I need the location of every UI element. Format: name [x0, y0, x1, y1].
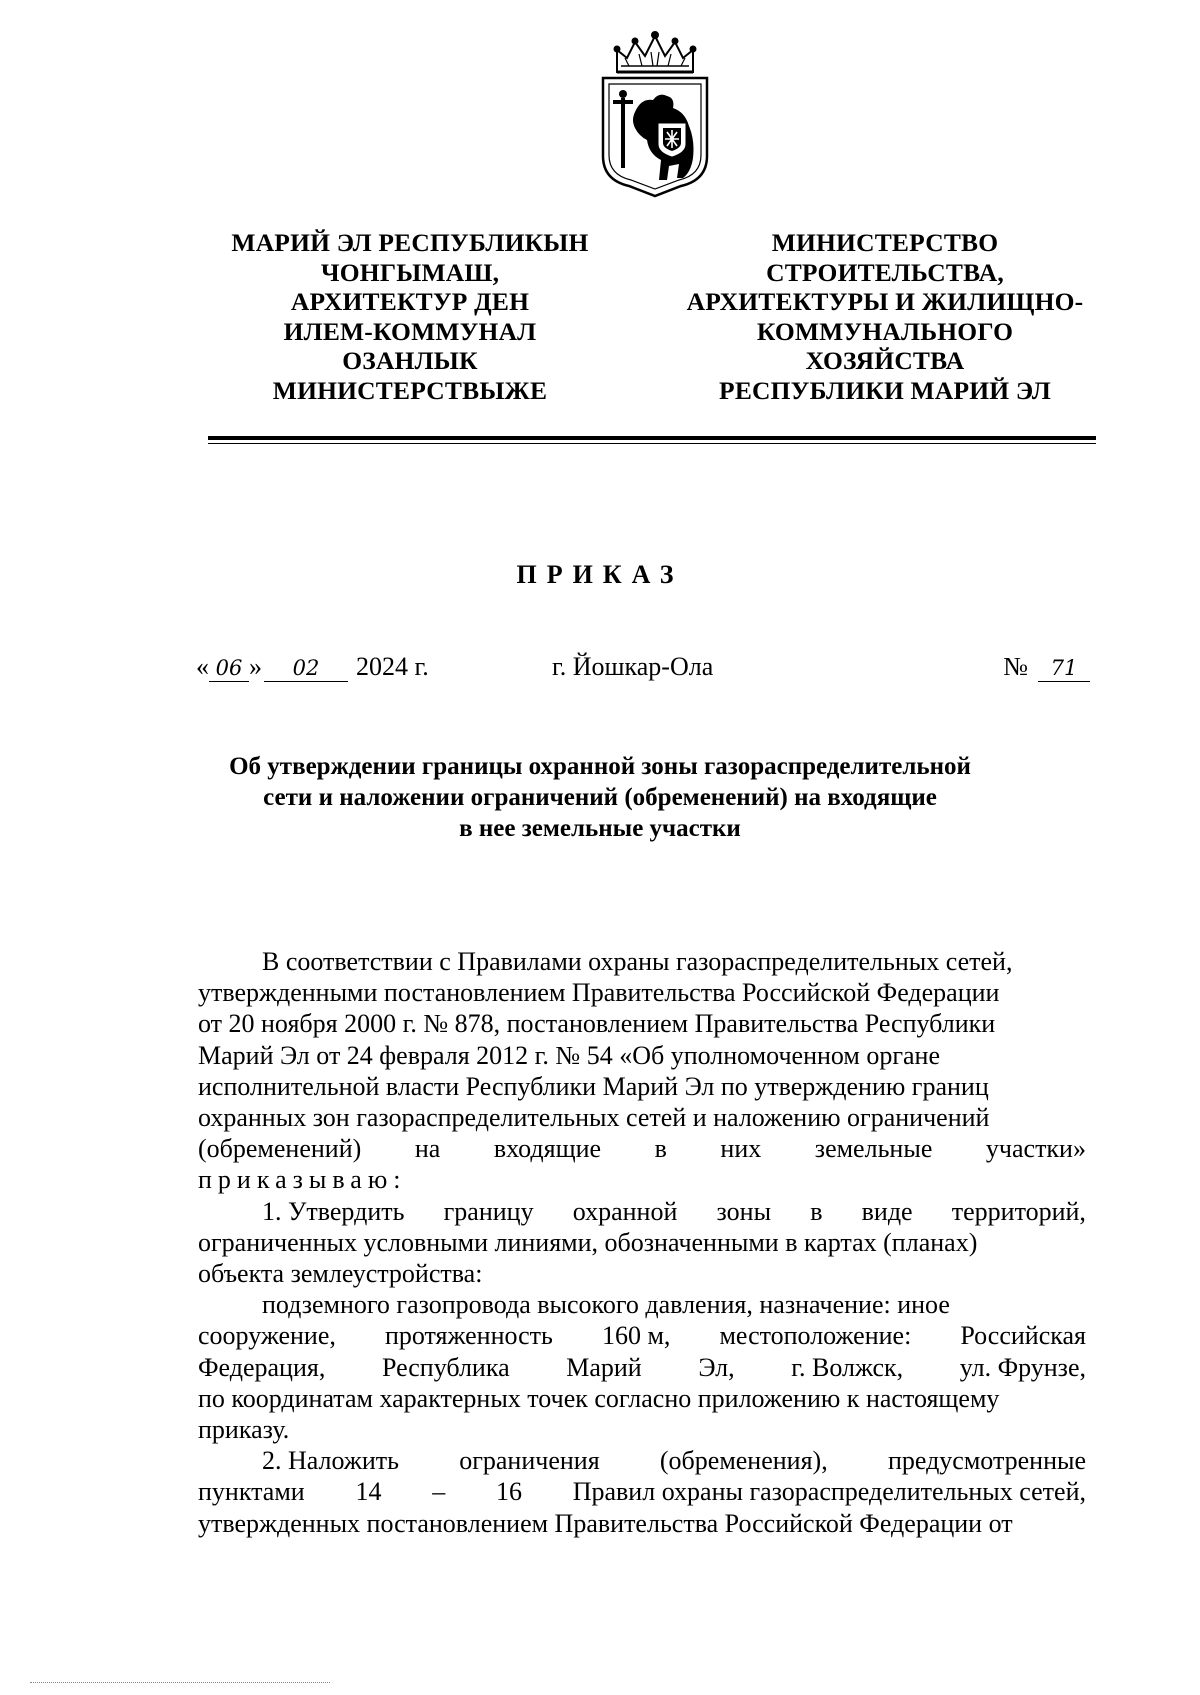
- body-word: предусмотренные: [887, 1446, 1086, 1476]
- body-word: ограничения: [459, 1446, 600, 1476]
- date-month-handwritten: 02: [264, 655, 348, 682]
- quote-open: «: [196, 652, 209, 681]
- body-line: [198, 1227, 1086, 1258]
- body-word: Республика: [381, 1352, 510, 1382]
- header-left-line: МИНИСТЕРСТВЫЖЕ: [272, 375, 548, 405]
- body-word: входящие: [493, 1134, 602, 1164]
- body-word: объекта землеустройства:: [198, 1259, 483, 1289]
- body-word: в: [810, 1196, 823, 1226]
- subject-line: в нее земельные участки: [459, 815, 741, 842]
- order-body: [198, 946, 1086, 1539]
- body-word: них: [720, 1134, 762, 1164]
- body-line: [198, 1258, 1086, 1289]
- body-word: В соответствии с Правилами охраны газораспределительных сетей,: [262, 947, 1013, 976]
- body-line: [198, 1102, 1086, 1133]
- body-word: охранных зон газораспределительных сетей и наложению ограничений: [198, 1103, 990, 1133]
- body-word: утвержденных постановлением Правительства Российской Федерации от: [198, 1508, 1013, 1538]
- body-word: Правил охраны газораспределительных сетей,: [572, 1477, 1086, 1507]
- body-line: [198, 1476, 1086, 1507]
- body-word: сооружение,: [198, 1321, 336, 1351]
- header-right-line: СТРОИТЕЛЬСТВА,: [766, 257, 1004, 287]
- body-word: виде: [861, 1196, 913, 1226]
- body-line: [198, 1008, 1086, 1039]
- body-word: в: [654, 1134, 667, 1164]
- body-word: (обременения),: [659, 1446, 828, 1476]
- body-word: зоны: [716, 1196, 772, 1226]
- body-word: охранной: [572, 1196, 678, 1226]
- header-right-line: КОММУНАЛЬНОГО: [756, 316, 1014, 346]
- body-line: [198, 1414, 1086, 1445]
- body-line: [198, 1508, 1086, 1539]
- header-left-line: ОЗАНЛЫК: [342, 346, 478, 375]
- city: г. Йошкар-Ола: [552, 652, 714, 681]
- body-word: Российская: [960, 1321, 1086, 1351]
- body-line: [198, 1164, 1086, 1195]
- subject-line: Об утверждении границы охранной зоны газораспределительной: [229, 753, 971, 780]
- body-line: [198, 1445, 1086, 1476]
- body-word: (обременений): [198, 1134, 362, 1164]
- header-right-line: МИНИСТЕРСТВО: [771, 228, 999, 257]
- number-handwritten: 71: [1038, 655, 1090, 682]
- body-word: по координатам характерных точек согласно приложению к настоящему: [198, 1383, 1000, 1413]
- header-right-line: АРХИТЕКТУРЫ И ЖИЛИЩНО-: [686, 287, 1084, 316]
- document-title: ПРИКАЗ: [516, 560, 684, 589]
- header-russian-name: [650, 228, 1120, 405]
- header-left-line: ЧОНГЫМАШ,: [320, 257, 500, 287]
- body-word: 1. Утвердить: [262, 1196, 405, 1226]
- body-word: 2. Наложить: [262, 1446, 399, 1476]
- header-mari-name: [185, 228, 635, 405]
- scan-artifact-line: [30, 1682, 330, 1684]
- body-line: [198, 1383, 1086, 1414]
- body-line: [198, 1352, 1086, 1383]
- body-word: местоположение:: [719, 1321, 912, 1351]
- date-day-handwritten: 06: [209, 655, 249, 682]
- body-word: подземного газопровода высокого давления, назначение: иное: [262, 1290, 950, 1320]
- body-word: Эл,: [698, 1352, 735, 1382]
- body-line: [198, 1133, 1086, 1164]
- header-left-line: МАРИЙ ЭЛ РЕСПУБЛИКЫН: [231, 228, 589, 257]
- body-word: земельные: [814, 1134, 933, 1164]
- body-word: пунктами: [198, 1477, 305, 1507]
- body-word: границу: [443, 1196, 534, 1226]
- body-word: исполнительной власти Республики Марий Эл по утверждению границ: [198, 1071, 989, 1101]
- subject-line: сети и наложении ограничений (обременений) на входящие: [263, 784, 937, 811]
- order-subject: [150, 751, 1050, 844]
- body-word: 16: [495, 1477, 522, 1507]
- order-date: [196, 651, 429, 683]
- body-word: на: [414, 1134, 441, 1164]
- date-year: 2024 г.: [356, 652, 429, 681]
- body-word: протяженность: [384, 1321, 553, 1351]
- body-word: 160 м,: [601, 1321, 671, 1351]
- header-left-line: АРХИТЕКТУР ДЕН: [290, 287, 530, 316]
- header-divider-thick: [208, 436, 1096, 440]
- body-line: [198, 946, 1086, 977]
- body-word: г. Волжск,: [791, 1352, 904, 1382]
- body-word: –: [432, 1477, 446, 1507]
- body-line: [198, 1289, 1086, 1320]
- ornament-shield-icon: [659, 124, 685, 156]
- order-number: [1003, 651, 1090, 683]
- body-line: [198, 977, 1086, 1008]
- body-word: приказываю:: [198, 1165, 407, 1195]
- body-line: [198, 1196, 1086, 1227]
- body-word: приказу.: [198, 1415, 290, 1445]
- body-word: утвержденными постановлением Правительства Российской Федерации: [198, 978, 1000, 1008]
- body-word: ул. Фрунзе,: [959, 1352, 1086, 1382]
- body-word: 14: [355, 1477, 382, 1507]
- body-line: [198, 1071, 1086, 1102]
- body-word: участки»: [985, 1134, 1086, 1164]
- body-word: Марий: [566, 1352, 642, 1382]
- body-word: ограниченных условными линиями, обозначенными в картах (планах): [198, 1227, 978, 1257]
- header-right-line: ХОЗЯЙСТВА: [805, 346, 965, 375]
- body-word: Марий Эл от 24 февраля 2012 г. № 54 «Об уполномоченном органе: [198, 1040, 941, 1070]
- body-word: от 20 ноября 2000 г. № 878, постановлением Правительства Республики: [198, 1009, 996, 1039]
- crown-icon: [615, 32, 696, 72]
- body-word: территорий,: [951, 1196, 1086, 1226]
- body-line: [198, 1040, 1086, 1071]
- body-word: Федерация,: [198, 1352, 326, 1382]
- dateline: [196, 651, 1096, 687]
- number-prefix: №: [1003, 652, 1028, 681]
- coat-of-arms-icon: [595, 28, 715, 200]
- header-right-line: РЕСПУБЛИКИ МАРИЙ ЭЛ: [719, 375, 1051, 405]
- quote-close: »: [249, 652, 262, 681]
- header-left-line: ИЛЕМ-КОММУНАЛ: [283, 316, 537, 346]
- body-line: [198, 1320, 1086, 1351]
- header-divider-thin: [208, 443, 1096, 444]
